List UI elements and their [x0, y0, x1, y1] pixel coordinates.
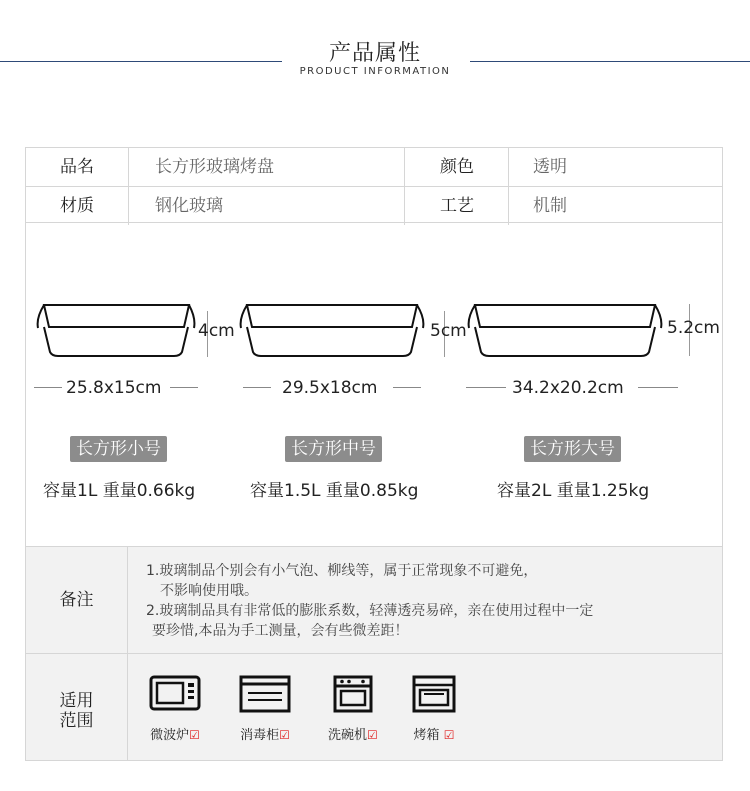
- dim-line: [34, 387, 62, 388]
- spec-table: [25, 147, 723, 223]
- usage-label-line2: 范围: [59, 711, 94, 731]
- dish-medium-height: 5cm: [430, 321, 467, 341]
- dish-small-size: 25.8x15cm: [66, 378, 162, 398]
- dish-large-tag: 长方形大号: [524, 436, 621, 462]
- dish-large-size: 34.2x20.2cm: [512, 378, 624, 398]
- dish-small-tag: 长方形小号: [70, 436, 167, 462]
- dish-small-drawing: [34, 300, 198, 360]
- notes-line: 2.玻璃制品具有非常低的膨胀系数，轻薄透亮易碎，亲在使用过程中一定: [146, 603, 594, 619]
- usage-label-line1: 适用: [59, 691, 94, 711]
- dish-medium-size: 29.5x18cm: [282, 378, 378, 398]
- notes-label: 备注: [26, 547, 128, 653]
- appliance-oven: [410, 674, 458, 743]
- spec-key-name: 品名: [60, 157, 94, 177]
- dish-medium-capacity: 容量1.5L 重量0.85kg: [250, 481, 419, 501]
- check-icon: ☑: [367, 728, 378, 742]
- appliance-name: 烤箱: [413, 728, 440, 743]
- dish-medium-tag: 长方形中号: [285, 436, 382, 462]
- spec-key-material: 材质: [60, 196, 94, 216]
- dim-line: [393, 387, 421, 388]
- check-icon: ☑: [443, 728, 455, 742]
- spec-value-color: 透明: [508, 148, 722, 186]
- notes-text: [146, 561, 593, 641]
- notes-section: [25, 546, 723, 654]
- dish-large-drawing: [465, 300, 665, 360]
- spec-key-craft: 工艺: [404, 187, 509, 225]
- page-title: 产品属性: [328, 41, 421, 66]
- dish-large-height: 5.2cm: [667, 318, 720, 338]
- appliance-microwave: [148, 674, 202, 743]
- notes-line: 不影响使用哦。: [160, 583, 258, 599]
- dish-large-capacity: 容量2L 重量1.25kg: [497, 481, 650, 501]
- appliance-disinfection-cabinet: [238, 674, 292, 743]
- usage-section: [25, 653, 723, 761]
- notes-line: 1.玻璃制品个别会有小气泡、柳线等，属于正常现象不可避免，: [146, 563, 538, 579]
- spec-row: [26, 186, 722, 225]
- dish-small-capacity: 容量1L 重量0.66kg: [43, 481, 196, 501]
- appliance-name: 洗碗机: [328, 728, 368, 743]
- page-subtitle: PRODUCT INFORMATION: [299, 66, 451, 77]
- disinfection-cabinet-icon: [238, 699, 292, 718]
- notes-line: 要珍惜,本品为手工测量，会有些微差距！: [152, 623, 409, 639]
- dim-line: [466, 387, 506, 388]
- check-icon: ☑: [189, 728, 200, 742]
- dim-line: [243, 387, 271, 388]
- dim-line: [170, 387, 198, 388]
- usage-label: [26, 654, 128, 760]
- check-icon: ☑: [279, 728, 290, 742]
- dish-medium-drawing: [237, 300, 427, 360]
- dishwasher-icon: [329, 699, 377, 718]
- appliance-name: 微波炉: [150, 728, 190, 743]
- spec-row: [26, 148, 722, 186]
- dim-line: [638, 387, 678, 388]
- appliance-name: 消毒柜: [240, 728, 280, 743]
- microwave-icon: [148, 699, 202, 718]
- dish-small-height: 4cm: [198, 321, 235, 341]
- spec-value-name: 长方形玻璃烤盘: [128, 148, 404, 186]
- spec-key-color: 颜色: [404, 148, 509, 186]
- oven-icon: [410, 699, 458, 718]
- spec-value-craft: 机制: [508, 187, 722, 225]
- appliance-dishwasher: [328, 674, 378, 743]
- spec-value-material: 钢化玻璃: [128, 187, 404, 225]
